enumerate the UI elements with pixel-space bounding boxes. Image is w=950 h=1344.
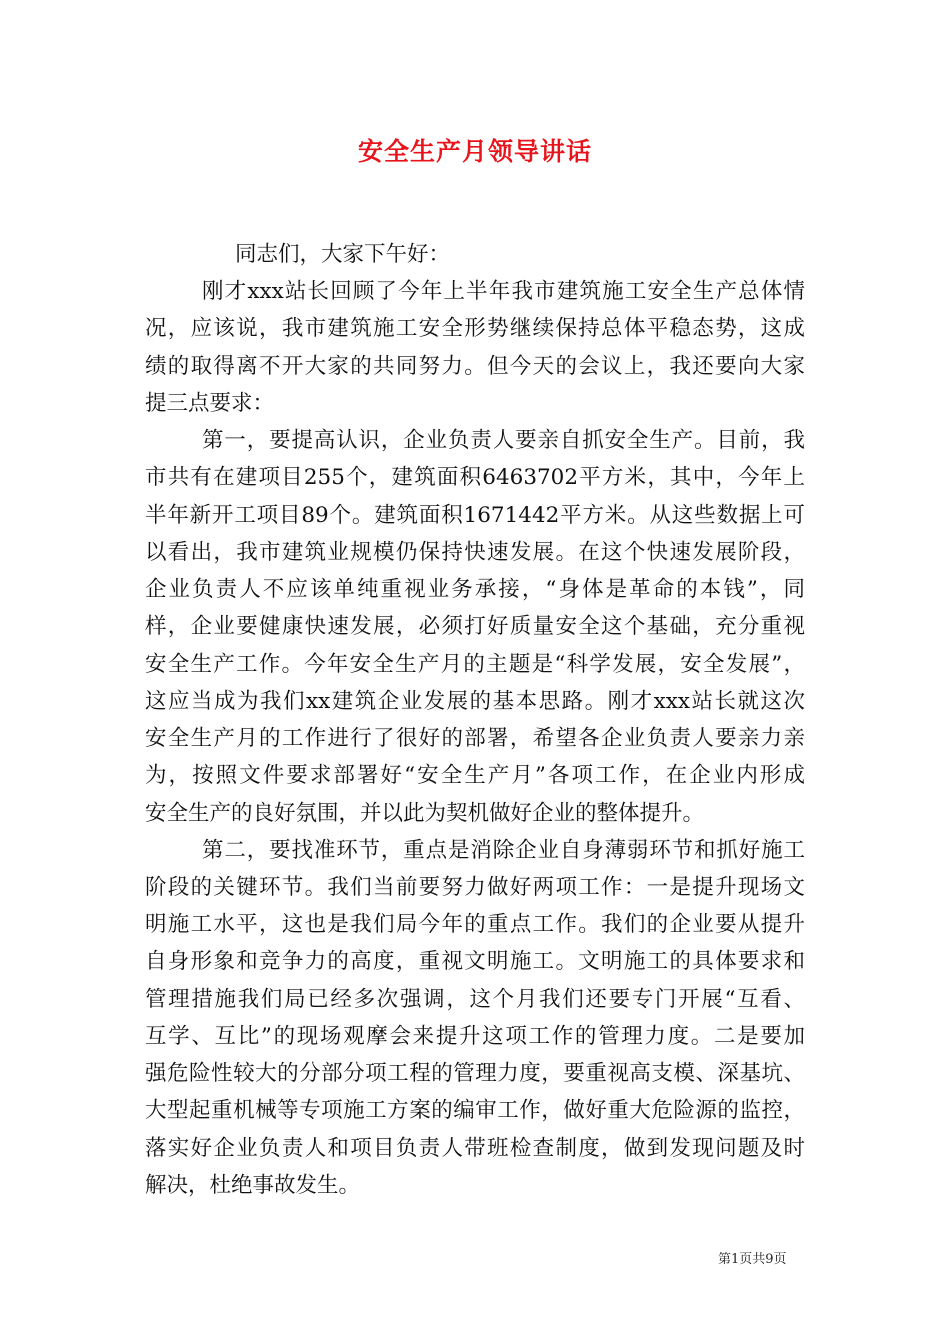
text-line: 提三点要求： — [145, 390, 275, 416]
paragraph-2 — [145, 422, 805, 832]
text-line: 以看出，我市建筑业规模仍保持快速发展。在这个快速发展阶段， — [145, 539, 805, 565]
text-line: 明施工水平，这也是我们局今年的重点工作。我们的企业要从提升 — [145, 912, 805, 938]
text-line: 阶段的关键环节。我们当前要努力做好两项工作：一是提升现场文 — [145, 874, 805, 900]
text-line: 企业负责人不应该单纯重视业务承接，“身体是革命的本钱”，同 — [145, 577, 805, 603]
text-line: 互学、互比”的现场观摩会来提升这项工作的管理力度。二是要加 — [145, 1023, 805, 1049]
text-line: 管理措施我们局已经多次强调，这个月我们还要专门开展“互看、 — [145, 986, 805, 1012]
text-line: 第一，要提高认识，企业负责人要亲自抓安全生产。目前，我 — [202, 428, 805, 454]
text-line: 刚才xxx站长回顾了今年上半年我市建筑施工安全生产总体情 — [202, 279, 805, 305]
text-line: 安全生产的良好氛围，并以此为契机做好企业的整体提升。 — [145, 800, 705, 826]
document-body — [145, 236, 805, 1204]
text-line: 安全生产月的工作进行了很好的部署，希望各企业负责人要亲力亲 — [145, 726, 805, 752]
text-line: 第二，要找准环节，重点是消除企业自身薄弱环节和抓好施工 — [202, 837, 805, 863]
text-line: 强危险性较大的分部分项工程的管理力度，要重视高支模、深基坑、 — [145, 1061, 805, 1087]
text-line: 为，按照文件要求部署好“安全生产月”各项工作，在企业内形成 — [145, 763, 805, 789]
text-line: 大型起重机械等专项施工方案的编审工作，做好重大危险源的监控， — [145, 1098, 805, 1124]
paragraph-1 — [145, 273, 805, 422]
paragraph-3 — [145, 832, 805, 1204]
document-title: 安全生产月领导讲话 — [357, 137, 592, 166]
greeting-line: 同志们，大家下午好： — [235, 242, 451, 267]
text-line: 解决，杜绝事故发生。 — [145, 1172, 361, 1198]
text-line: 安全生产工作。今年安全生产月的主题是“科学发展，安全发展”， — [145, 651, 805, 677]
text-line: 市共有在建项目255个，建筑面积6463702平方米，其中，今年上 — [145, 465, 805, 491]
text-line: 这应当成为我们xx建筑企业发展的基本思路。刚才xxx站长就这次 — [145, 688, 805, 714]
page-number: 第1页共9页 — [718, 1252, 787, 1267]
text-line: 况，应该说，我市建筑施工安全形势继续保持总体平稳态势，这成 — [145, 316, 805, 342]
text-line: 落实好企业负责人和项目负责人带班检查制度，做到发现问题及时 — [145, 1135, 805, 1161]
text-line: 自身形象和竞争力的高度，重视文明施工。文明施工的具体要求和 — [145, 949, 805, 975]
text-line: 样，企业要健康快速发展，必须打好质量安全这个基础，充分重视 — [145, 614, 805, 640]
text-line: 半年新开工项目89个。建筑面积1671442平方米。从这些数据上可 — [145, 502, 805, 528]
text-line: 绩的取得离不开大家的共同努力。但今天的会议上，我还要向大家 — [145, 353, 805, 379]
